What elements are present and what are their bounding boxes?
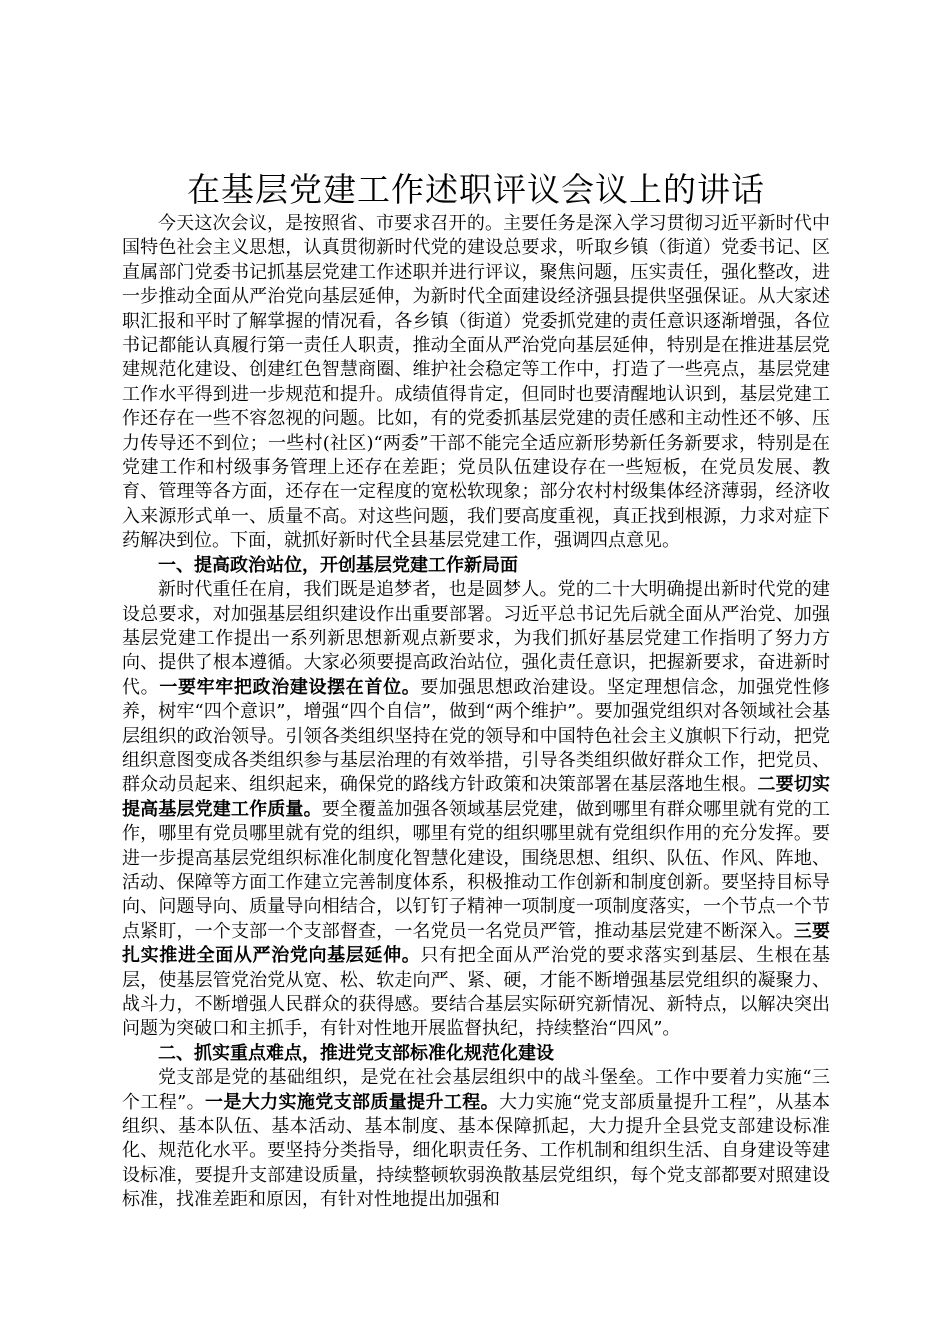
section-1-heading: 一、提高政治站位，开创基层党建工作新局面 [158,554,518,576]
section-1-text-d: 只有把全面从严治党的要求落实到基层、生根在基层，使基层管党治党从宽、松、软走向严、紧、硬，才能不断增强基层党组织的凝聚力、战斗力，不断增强人民群众的获得感。要结合基层实际研究新情况、新特点，以解决突出问题为突破口和主抓手，有针对性地开展监督执纪，持续整治“四风”。 [122,945,831,1040]
document-title: 在基层党建工作述职评议会议上的讲话 [187,170,765,209]
section-1-point-2: 二要切实提高基层党建工作质量。 [122,774,831,820]
section-2-text-a: 党支部是党的基础组织，是党在社会基层组织中的战斗堡垒。工作中要着力实施“三个工程”。 [122,1067,830,1113]
section-1-text-a: 新时代重任在肩，我们既是追梦者，也是圆梦人。党的二十大明确提出新时代党的建设总要求，对加强基层组织建设作出重要部署。习近平总书记先后就全面从严治党、加强基层党建工作提出一系列新思想新观点新要求，为我们抓好基层党建工作指明了努力方向、提供了根本遵循。大家必须要提高政治站位，强化责任意识，把握新要求，奋进新时代。 [122,579,830,698]
section-2-paragraph [122,1066,830,1212]
section-2-heading: 二、抓实重点难点，推进党支部标准化规范化建设 [158,1042,554,1064]
section-2-point-1: 一是大力实施党支部质量提升工程。 [205,1091,499,1113]
section-1-point-1: 一要牢牢把政治建设摆在首位。 [159,676,421,698]
section-1-paragraph [122,578,830,1042]
section-1-point-3: 三要扎实推进全面从严治党向基层延伸。 [122,920,831,967]
section-1-text-b: 要加强思想政治建设。坚定理想信念，加强党性修养，树牢“四个意识”，增强“四个自信”，做到“两个维护”。要加强党组织对各领域社会基层组织的政治领导。引领各类组织坚持在党的领导和中国特色社会主义旗帜下行动，把党组织意图变成各类组织参与基层治理的有效举措，引导各类组织做好群众工作，把党员、群众动员起来、组织起来，确保党的路线方针政策和决策部署在基层落地生根。 [122,676,831,796]
section-2-text-b: 大力实施“党支部质量提升工程”，从基本组织、基本队伍、基本活动、基本制度、基本保障抓起，大力提升全县党支部建设标准化、规范化水平。要坚持分类指导，细化职责任务、工作机制和组织生活、自身建设等建设标准，要提升支部建设质量，持续整顿软弱涣散基层党组织，每个党支部都要对照建设标准，找准差距和原因，有针对性地提出加强和 [122,1091,830,1211]
intro-paragraph: 今天这次会议，是按照省、市要求召开的。主要任务是深入学习贯彻习近平新时代中国特色社会主义思想，认真贯彻新时代党的建设总要求，听取乡镇（街道）党委书记、区直属部门党委书记抓基层党建工作述职并进行评议，聚焦问题，压实责任，强化整改，进一步推动全面从严治党向基层延伸，为新时代全面建设经济强县提供坚强保证。从大家述职汇报和平时了解掌握的情况看，各乡镇（街道）党委抓党建的责任意识逐渐增强，各位书记都能认真履行第一责任人职责，推动全面从严治党向基层延伸，特别是在推进基层党建规范化建设、创建红色智慧商圈、维护社会稳定等工作中，打造了一些亮点，基层党建工作水平得到进一步规范和提升。成绩值得肯定，但同时也要清醒地认识到，基层党建工作还存在一些不容忽视的问题。比如，有的党委抓基层党建的责任感和主动性还不够、压力传导还不到位；一些村(社区)“两委”干部不能完全适应新形势新任务新要求，特别是在党建工作和村级事务管理上还存在差距；党员队伍建设存在一些短板，在党员发展、教育、管理等各方面，还存在一定程度的宽松软现象；部分农村村级集体经济薄弱，经济收入来源形式单一、质量不高。对这些问题，我们要高度重视，真正找到根源，力求对症下药解决到位。下面，就抓好新时代全县基层党建工作，强调四点意见。 [122,213,830,552]
document-page [122,168,830,1213]
section-1-text-c: 要全覆盖加强各领域基层党建，做到哪里有群众哪里就有党的工作，哪里有党员哪里就有党的组织，哪里有党的组织哪里就有党组织作用的充分发挥。要进一步提高基层党组织标准化制度化智慧化建设，围绕思想、组织、队伍、作风、阵地、活动、保障等方面工作建立完善制度体系，积极推动工作创新和制度创新。要坚持目标导向、问题导向、质量导向相结合，以钉钉子精神一项制度一项制度落实，一个节点一个节点紧盯，一个支部一个支部督查，一名党员一名党员严管，推动基层党建不断深入。 [122,798,831,942]
